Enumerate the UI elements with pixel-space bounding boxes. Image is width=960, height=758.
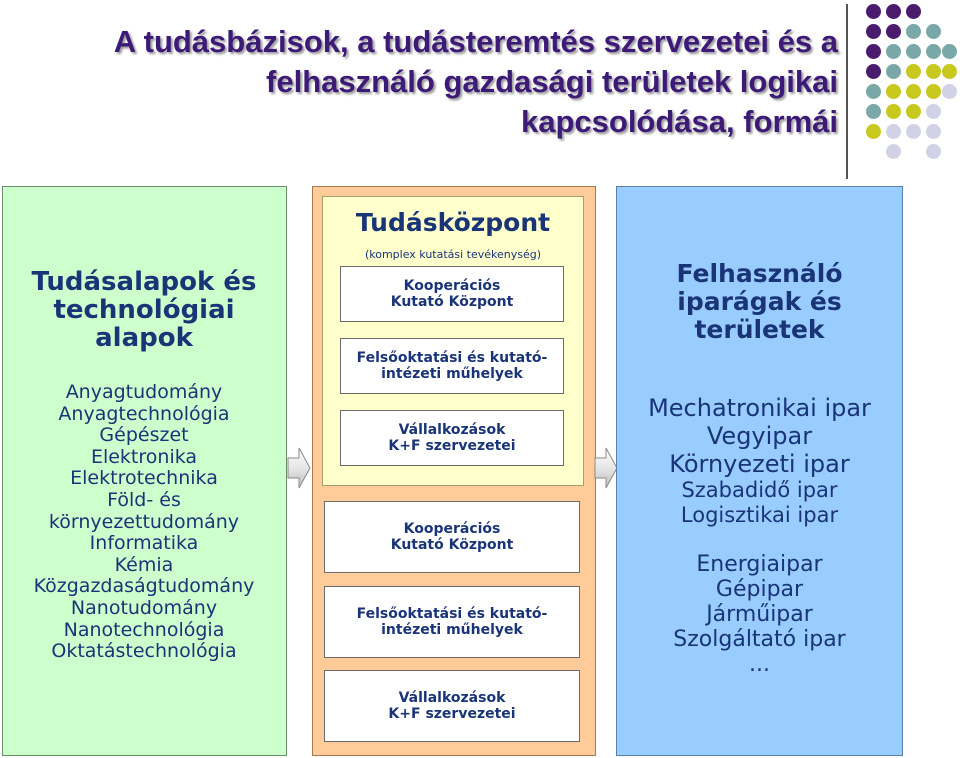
decorative-dot [926,84,941,99]
list-item: Közgazdaságtudomány [33,575,255,598]
knowledge-center-title: Tudásközpont [355,208,551,237]
box-line: Felsőoktatási és kutató- [356,606,548,622]
list-item: Anyagtechnológia [58,402,230,425]
list-item: Szolgáltató ipar [673,627,846,652]
box-line: Kutató Központ [390,294,514,310]
box-line: Kooperációs [403,278,501,294]
decorative-dot [886,4,901,19]
decorative-dot [942,44,957,59]
cooperative-research-center-box [340,266,564,322]
list-item: Informatika [89,532,199,555]
decorative-dot [886,144,901,159]
knowledge-center-subtitle: (komplex kutatási tevékenység) [364,248,542,261]
heading-line: technológiai [53,295,235,325]
list-item: Elektronika [90,445,198,468]
higher-education-workshops-box [340,338,564,394]
decorative-dot [886,64,901,79]
industry-list-secondary [616,552,903,677]
list-item: Föld- és [107,488,181,511]
decorative-dot [866,24,881,39]
list-item: Környezeti ipar [669,450,850,478]
list-item: Nanotechnológia [63,618,225,641]
decorative-dot [926,124,941,139]
decorative-dot [926,104,941,119]
decorative-dot [906,104,921,119]
list-item: Gépipar [715,577,804,602]
decorative-dot [906,124,921,139]
box-line: Vállalkozások [398,422,506,438]
list-item: Járműipar [706,602,813,627]
title-line-1: A tudásbázisok, a tudásteremtés szervezetei és a [113,24,838,59]
decorative-dot [866,44,881,59]
list-item: Nanotudomány [70,596,218,619]
decorative-dot [926,64,941,79]
heading-line: Felhasználó [676,259,843,288]
box-line: K+F szervezetei [388,438,516,454]
box-line: K+F szervezetei [388,706,516,722]
decorative-dot [942,64,957,79]
box-line: Felsőoktatási és kutató- [356,350,548,366]
box-line: Vállalkozások [398,690,506,706]
heading-line: Tudásalapok és [31,267,257,297]
knowledge-base-heading [0,268,288,352]
decorative-dot [866,104,881,119]
decorative-dot [886,104,901,119]
decorative-dot [866,4,881,19]
list-item: környezettudomány [48,510,240,533]
decorative-dot [906,24,921,39]
decorative-dot [926,44,941,59]
decorative-dot [866,64,881,79]
enterprise-rnd-box [340,410,564,466]
list-item: Anyagtudomány [65,381,223,403]
box-line: intézeti műhelyek [381,366,523,382]
list-item: Mechatronikai ipar [648,394,871,422]
box-line: Kooperációs [403,521,501,537]
decorative-dot [942,84,957,99]
heading-line: területek [694,315,825,344]
decorative-dot [906,64,921,79]
title-line-3: kapcsolódása, formái [520,104,838,139]
list-item: Elektrotechnika [70,467,218,490]
decorative-dot [866,124,881,139]
list-item: Vegyipar [706,422,813,450]
decorative-dot [886,44,901,59]
title-line-2: felhasználó gazdasági területek logikai [266,64,838,99]
list-item: Oktatástechnológia [51,640,237,663]
decorative-dot [926,144,941,159]
list-item: Gépészet [99,424,189,447]
list-item: Logisztikai ipar [680,503,839,527]
decorative-dot [886,24,901,39]
list-item: Energiaipar [696,552,823,577]
higher-education-workshops-box [324,586,580,658]
list-item: ... [749,652,770,677]
enterprise-rnd-box [324,670,580,742]
divider-line [846,4,848,179]
user-industries-heading [616,260,903,344]
decorative-dot [906,4,921,19]
industry-list-primary [616,394,903,528]
decorative-dot [886,124,901,139]
cooperative-research-center-box [324,501,580,573]
decorative-dot [926,24,941,39]
decorative-dot [906,84,921,99]
box-line: intézeti műhelyek [381,622,523,638]
heading-line: alapok [95,323,193,353]
decorative-dot [866,84,881,99]
knowledge-base-list [0,382,288,663]
list-item: Kémia [114,553,174,576]
box-line: Kutató Központ [390,537,514,553]
arrow-right-icon [594,446,618,490]
decorative-dot [886,84,901,99]
page-title [38,22,838,142]
list-item: Szabadidő ipar [681,478,838,502]
arrow-right-icon [287,446,311,490]
heading-line: iparágak és [677,287,842,316]
decorative-dot [906,44,921,59]
